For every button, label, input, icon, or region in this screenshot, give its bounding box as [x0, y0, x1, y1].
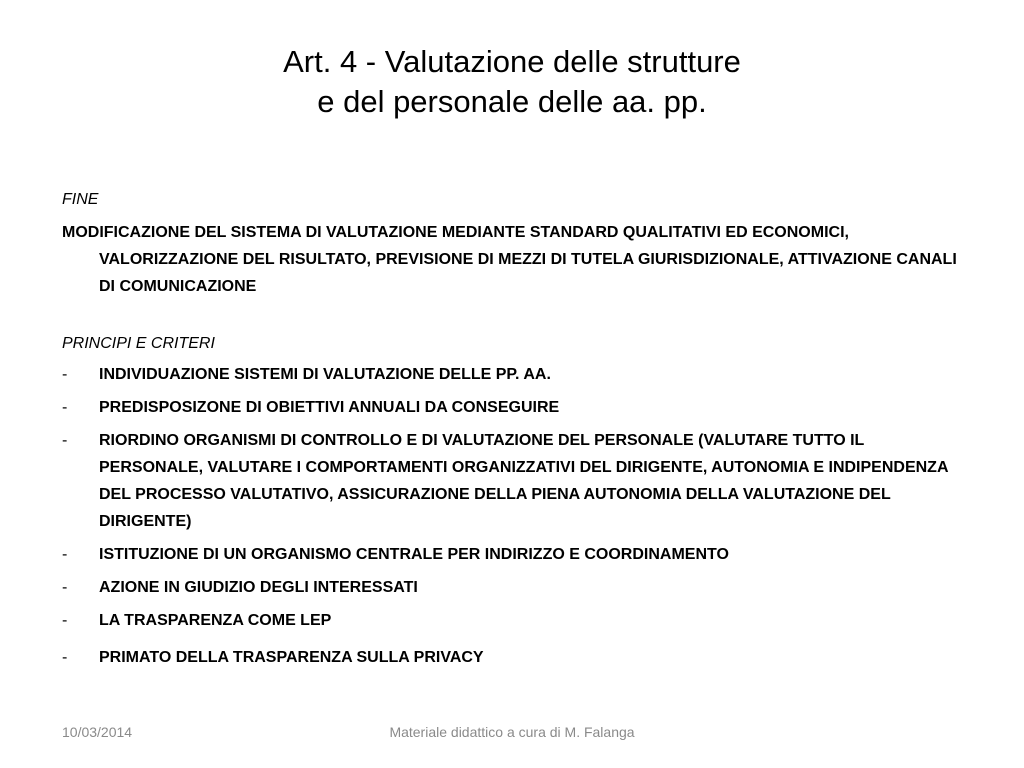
slide-title-line-2: e del personale delle aa. pp.: [317, 84, 707, 119]
slide-title: [0, 42, 1024, 122]
list-item: [62, 427, 962, 535]
dash-bullet-icon: -: [62, 612, 68, 629]
list-item: [62, 394, 962, 421]
list-item-text: ISTITUZIONE DI UN ORGANISMO CENTRALE PER INDIRIZZO E COORDINAMENTO: [99, 546, 729, 563]
list-item-text: LA TRASPARENZA COME LEP: [99, 612, 332, 629]
list-item-text: PRIMATO DELLA TRASPARENZA SULLA PRIVACY: [99, 649, 484, 666]
dash-bullet-icon: -: [62, 546, 68, 563]
fine-heading: FINE: [62, 191, 99, 208]
list-item: [62, 644, 962, 671]
fine-text: MODIFICAZIONE DEL SISTEMA DI VALUTAZIONE MEDIANTE STANDARD QUALITATIVI ED ECONOMICI, VALORIZZAZIONE DEL RISULTATO, PREVISIONE DI MEZZI DI TUTELA GIURISDIZIONALE, ATTIVAZIONE CANALI DI COMUNICAZIONE: [62, 224, 957, 295]
dash-bullet-icon: -: [62, 579, 68, 596]
dash-bullet-icon: -: [62, 649, 68, 666]
principi-list: [62, 361, 962, 671]
list-item: [62, 541, 962, 568]
list-item: [62, 361, 962, 388]
dash-bullet-icon: -: [62, 432, 68, 449]
list-item: [62, 574, 962, 601]
footer-date: 10/03/2014: [62, 724, 133, 740]
dash-bullet-icon: -: [62, 366, 68, 383]
dash-bullet-icon: -: [62, 399, 68, 416]
slide-body: [62, 187, 962, 671]
list-item-text: INDIVIDUAZIONE SISTEMI DI VALUTAZIONE DELLE PP. AA.: [99, 366, 551, 383]
list-item-text: PREDISPOSIZONE DI OBIETTIVI ANNUALI DA CONSEGUIRE: [99, 399, 560, 416]
list-item-text: AZIONE IN GIUDIZIO DEGLI INTERESSATI: [99, 579, 418, 596]
section-spacer: [62, 300, 962, 331]
principi-heading: PRINCIPI E CRITERI: [62, 335, 215, 352]
footer-credit: Materiale didattico a cura di M. Falanga: [389, 724, 635, 740]
list-item: [62, 607, 962, 634]
list-item-text: RIORDINO ORGANISMI DI CONTROLLO E DI VALUTAZIONE DEL PERSONALE (VALUTARE TUTTO IL PERSONALE, VALUTARE I COMPORTAMENTI ORGANIZZATIVI DEL DIRIGENTE, AUTONOMIA E INDIPENDENZA DEL PROCESSO VALUTATIVO, ASSICURAZIONE DELLA PIENA AUTONOMIA DELLA VALUTAZIONE DEL DIRIGENTE): [99, 432, 948, 530]
slide-title-line-1: Art. 4 - Valutazione delle strutture: [283, 44, 741, 79]
